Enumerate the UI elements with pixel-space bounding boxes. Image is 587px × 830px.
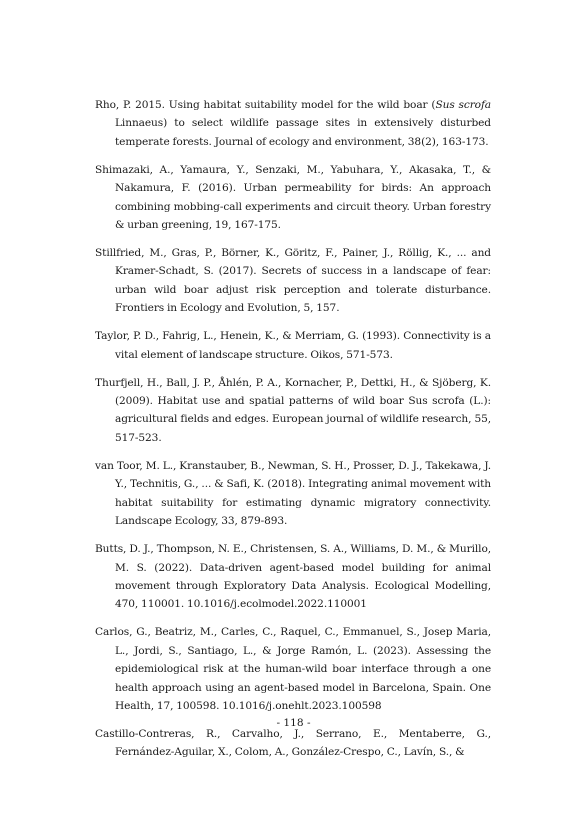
reference-text: Thurfjell, H., Ball, J. P., Åhlén, P. A., Kornacher, P., Dettki, H., & Sjöberg, K. (2009). Habitat use and spatial patterns of wild boar Sus scrofa (L.): agricultural fields and edges. European journal of wildlife research, 55, 517-523. [95,376,491,444]
reference-entry [95,540,491,614]
page-number: - 118 - [276,717,311,729]
reference-text: Rho, P. 2015. Using habitat suitability model for the wild boar ( [95,99,436,111]
reference-text: Stillfried, M., Gras, P., Börner, K., Göritz, F., Painer, J., Röllig, K., ... and Kramer-Schadt, S. (2017). Secrets of success in a landscape of fear: urban wild boar adjust risk perception and tolerate disturbance. Frontiers in Ecology and Evolution, 5, 157. [95,247,491,315]
reference-text: Butts, D. J., Thompson, N. E., Christensen, S. A., Williams, D. M., & Murillo, M. S. (2022). Data-driven agent-based model building for animal movement through Exploratory Data Analysis. Ecological Modelling, 470, 110001. 10.1016/j.ecolmodel.2022.110001 [95,543,491,611]
reference-text: Shimazaki, A., Yamaura, Y., Senzaki, M., Yabuhara, Y., Akasaka, T., & Nakamura, F. (2016). Urban permeability for birds: An approach combining mobbing-call experiments and circuit theory. Urban forestry & urban greening, 19, 167-175. [95,163,491,232]
reference-entry [95,244,491,318]
reference-entry [95,161,491,235]
reference-entry [95,96,491,151]
reference-entry [95,623,491,715]
reference-text: Carlos, G., Beatriz, M., Carles, C., Raquel, C., Emmanuel, S., Josep Maria, L., Jordi, S., Santiago, L., & Jorge Ramón, L. (2023). Assessing the epidemiological risk at the human-wild boar interface through a one health approach using an agent-based model in Barcelona, Spain. One Health, 17, 100598. 10.1016/j.onehlt.2023.100598 [95,626,491,712]
reference-text: Taylor, P. D., Fahrig, L., Henein, K., & Merriam, G. (1993). Connectivity is a vital element of landscape structure. Oikos, 571-573. [95,330,491,361]
species-name: Sus scrofa [435,99,491,111]
reference-list [95,96,491,771]
reference-text: Castillo-Contreras, R., Carvalho, J., Serrano, E., Mentaberre, G., Fernández-Aguilar, X., Colom, A., González-Crespo, C., Lavín, S., & [95,727,491,759]
reference-entry [95,457,491,531]
reference-entry [95,725,491,762]
reference-text-continued: Linnaeus) to select wildlife passage sites in extensively disturbed temperate forests. Journal of ecology and environment, 38(2), 163-173. [115,117,491,148]
reference-entry [95,327,491,364]
reference-entry [95,374,491,448]
reference-text: van Toor, M. L., Kranstauber, B., Newman, S. H., Prosser, D. J., Takekawa, J. Y., Technitis, G., ... & Safi, K. (2018). Integrating animal movement with habitat suitability for estimating dynamic migratory connectivity. Landscape Ecology, 33, 879-893. [95,459,491,528]
